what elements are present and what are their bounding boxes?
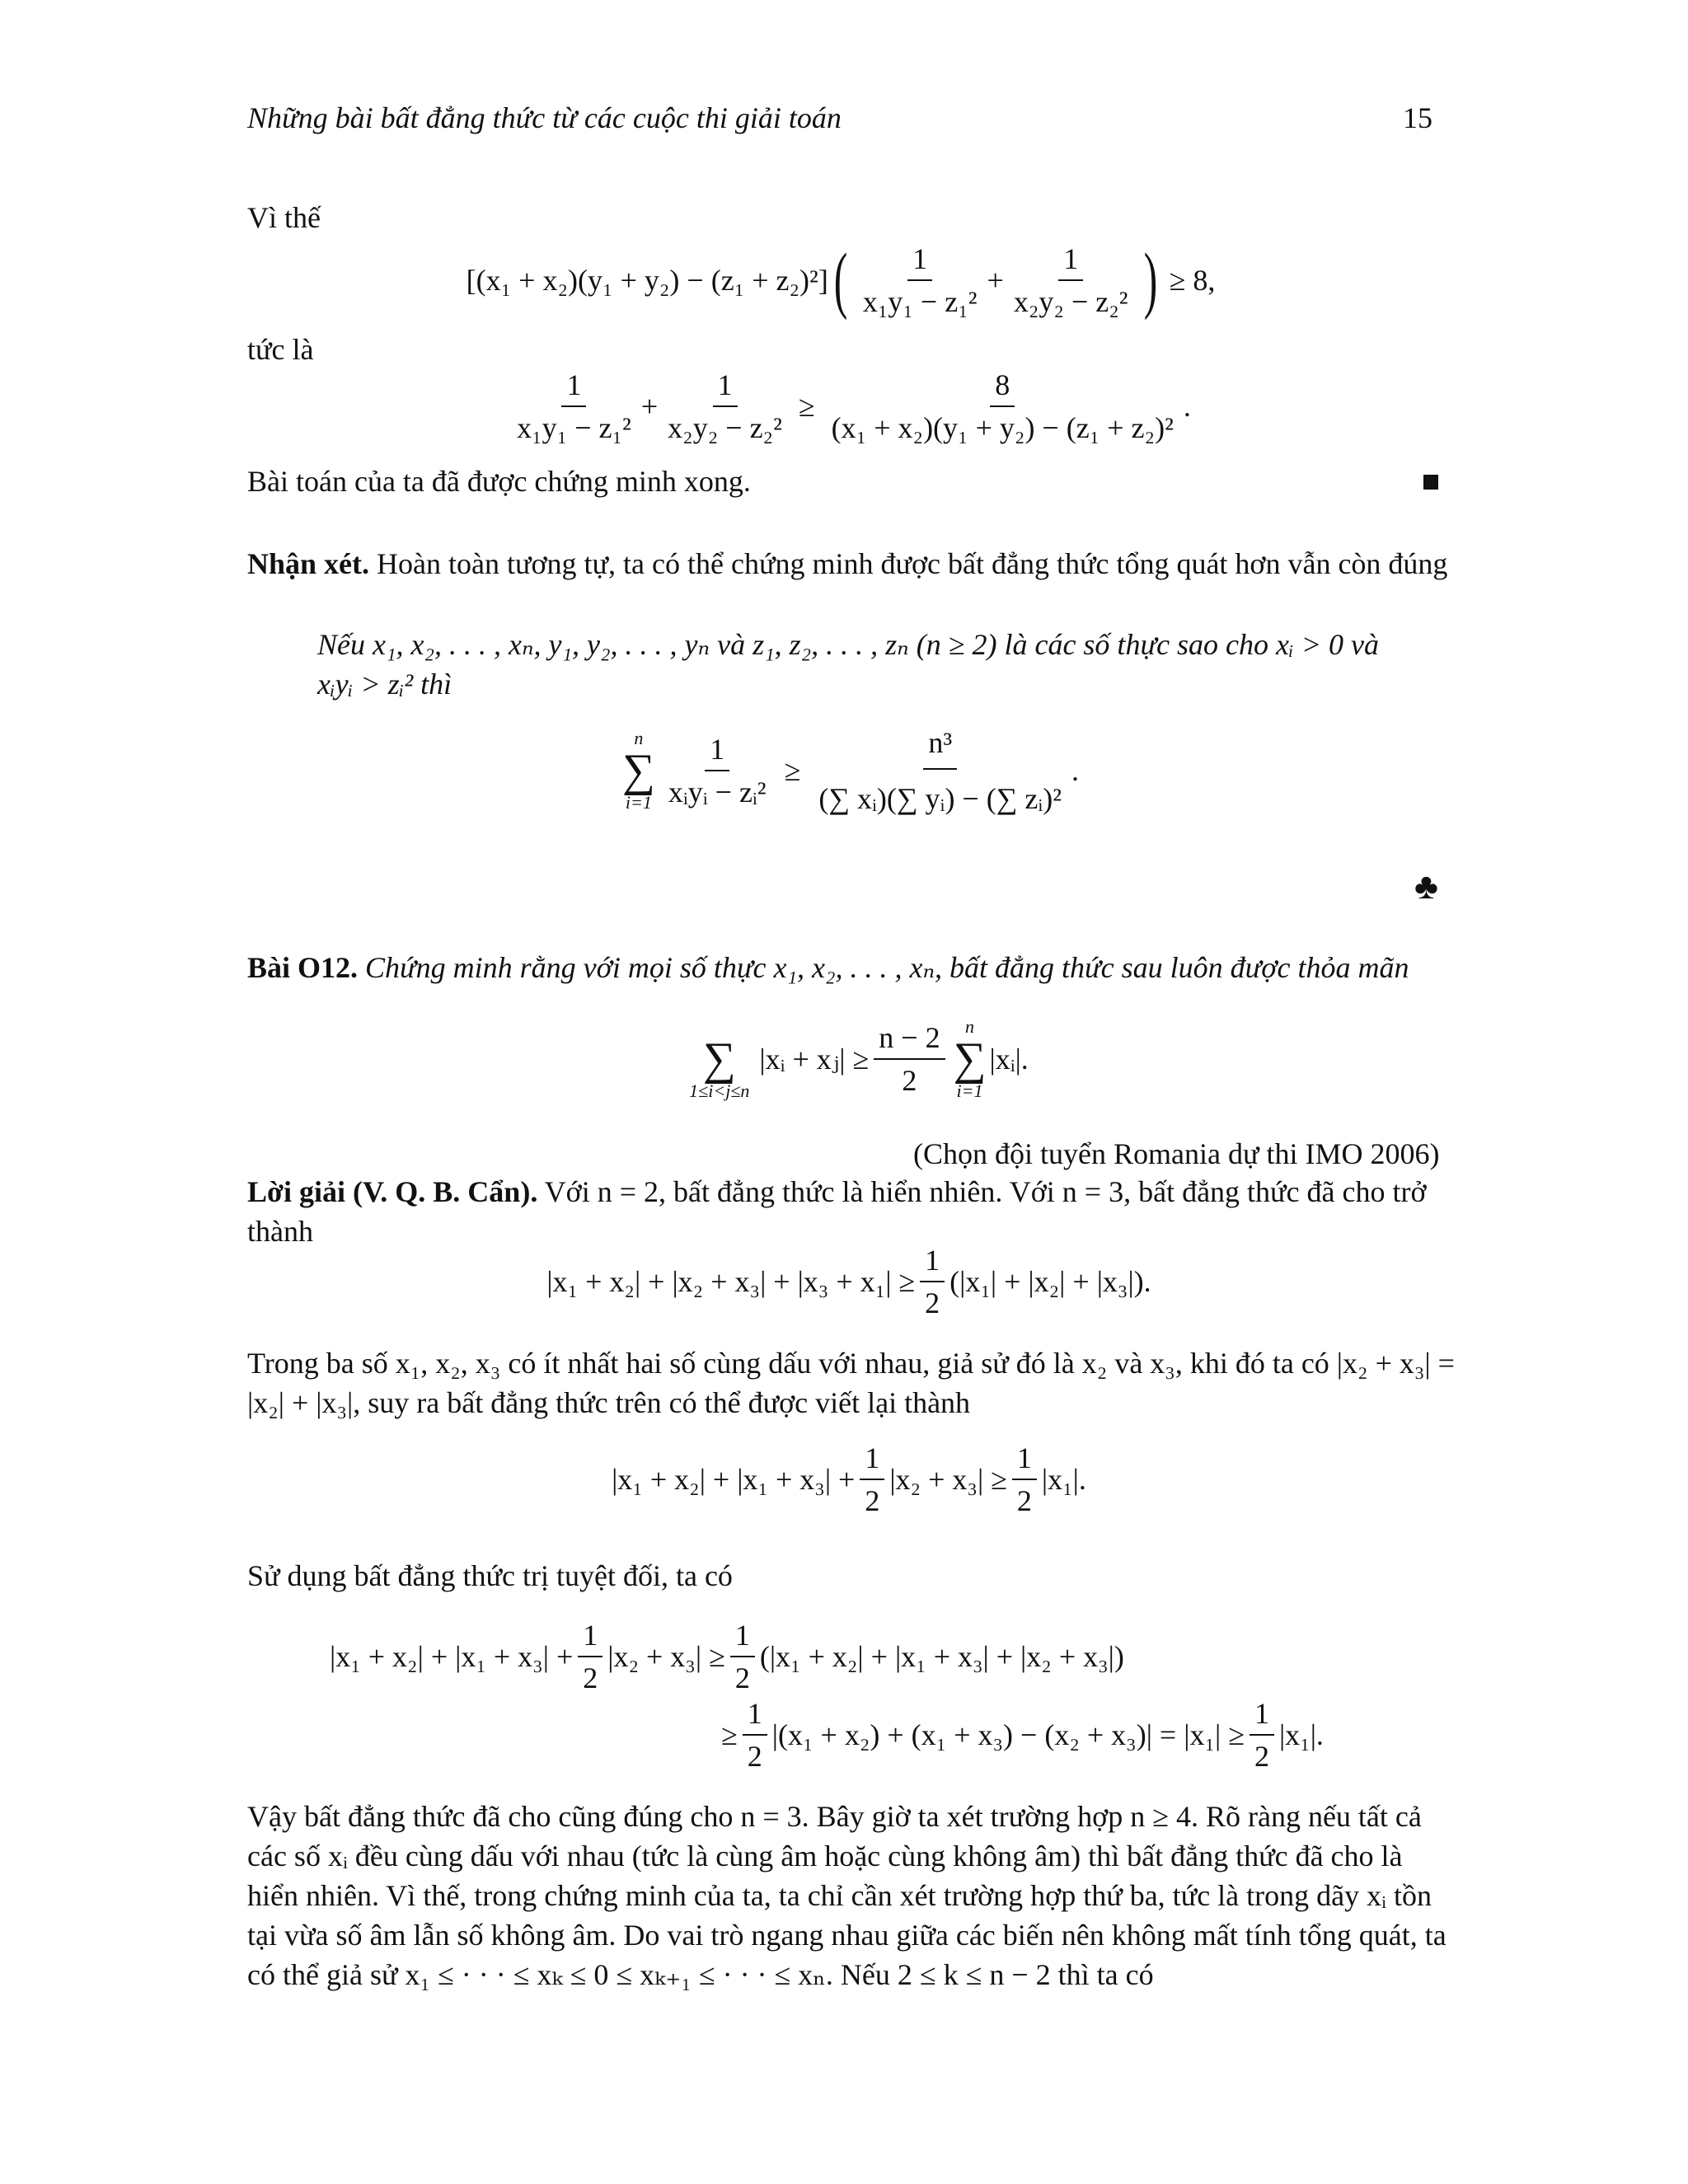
f3-frac-den: xᵢyᵢ − zᵢ² (668, 776, 767, 808)
f3-big-den: (∑ xᵢ)(∑ yᵢ) − (∑ zᵢ)² (818, 782, 1062, 815)
f5-frac (920, 1243, 945, 1320)
f4-sum2-bottom: i=1 (956, 1080, 983, 1101)
f6-mid: |x₂ + x₃| ≥ (889, 1463, 1007, 1496)
qed-symbol (1423, 475, 1438, 490)
para5-line1: Vậy bất đẳng thức đã cho cũng đúng cho n = 3. Bây giờ ta xét trường hợp n ≥ 4. Rõ ràng nếu tất cả (247, 1800, 1422, 1833)
text-vi-the: Vì thế (247, 201, 321, 234)
f3-sum-bottom: i=1 (625, 792, 652, 813)
f1-frac2-num: 1 (1058, 241, 1083, 281)
text-tuc-la: tức là (247, 333, 314, 366)
para5-line2: các số xᵢ đều cùng dấu với nhau (tức là cùng âm hoặc cùng không âm) thì bất đẳng thức đã cho là (247, 1840, 1403, 1872)
general-statement-line1: Nếu x₁, x₂, . . . , xₙ, y₁, y₂, . . . , yₙ và z₁, z₂, . . . , zₙ (n ≥ 2) là các số thực sao cho xᵢ > 0 và (317, 628, 1379, 661)
f7b-right: |x₁|. (1278, 1718, 1324, 1751)
f1-frac1-num: 1 (907, 241, 932, 281)
formula-5 (511, 1240, 1187, 1323)
f2-frac2 (663, 368, 787, 445)
solution-line1 (247, 1172, 1427, 1212)
f6-frac2-num: 1 (1012, 1441, 1037, 1480)
f5-frac-num: 1 (920, 1243, 945, 1282)
formula-7a (330, 1615, 1187, 1698)
f4-sum2 (954, 1018, 987, 1100)
f2-ge: ≥ (798, 389, 815, 423)
para5-line4: tại vừa số âm lẫn số không âm. Do vai trò ngang nhau giữa các biến nên không mất tính tổng quát, ta (247, 1919, 1447, 1952)
f6-left: |x₁ + x₂| + |x₁ + x₃| + (612, 1463, 856, 1496)
f7a-frac-num: 1 (578, 1618, 603, 1657)
para4: Sử dụng bất đẳng thức trị tuyệt đối, ta có (247, 1559, 733, 1592)
formula-2 (495, 363, 1203, 449)
f4-frac-den: 2 (902, 1064, 917, 1097)
f6-frac (860, 1441, 884, 1518)
f6-frac2 (1012, 1441, 1037, 1518)
f1-plus: + (987, 264, 1004, 297)
paren-open: ( (833, 239, 848, 321)
formula-3 (569, 701, 1129, 841)
para3-line1: Trong ba số x₁, x₂, x₃ có ít nhất hai số cùng dấu với nhau, giả sử đó là x₂ và x₃, khi đó ta có |x₂ + x₃| = (247, 1347, 1455, 1380)
remark-body: Hoàn toàn tương tự, ta có thể chứng minh được bất đẳng thức tổng quát hơn vẫn còn đúng (369, 547, 1448, 580)
f6-frac-num: 1 (860, 1441, 884, 1480)
remark (247, 544, 1447, 583)
f7a-frac2-num: 1 (730, 1618, 755, 1657)
f5-frac-den: 2 (925, 1286, 940, 1319)
para5-line3: hiển nhiên. Vì thế, trong chứng minh của ta, ta chỉ cần xét trường hợp thứ ba, tức là trong dãy xᵢ tồn (247, 1879, 1432, 1912)
f3-frac-num: 1 (705, 732, 729, 771)
f2-frac3 (827, 368, 1179, 445)
f7b-frac2-den: 2 (1254, 1740, 1269, 1773)
f1-frac1 (858, 241, 982, 319)
f7b-frac (743, 1696, 767, 1774)
problem-label: Bài O12. (247, 951, 359, 984)
f2-frac3-num: 8 (990, 368, 1015, 407)
f2-plus: + (640, 389, 659, 423)
problem-source: (Chọn đội tuyển Romania dự thi IMO 2006) (913, 1137, 1440, 1170)
solution-line2: thành (247, 1215, 313, 1248)
f4-frac (874, 1020, 945, 1098)
f4-sum1 (689, 1018, 749, 1100)
f7b-frac2-num: 1 (1250, 1696, 1274, 1736)
formula-7b (721, 1694, 1381, 1776)
solution-body: Với n = 2, bất đẳng thức là hiển nhiên. Với n = 3, bất đẳng thức đã cho trở (537, 1175, 1427, 1208)
f2-frac1-den: x₁y₁ − z₁² (517, 410, 631, 444)
f2-frac1-num: 1 (561, 368, 586, 407)
f6-frac2-den: 2 (1016, 1484, 1032, 1517)
sigma-symbol: ∑ (702, 1033, 736, 1085)
general-statement-line2: xᵢyᵢ > zᵢ² thì (317, 668, 452, 701)
f7b-frac-den: 2 (747, 1740, 762, 1773)
f1-frac2-den: x₂y₂ − z₂² (1013, 285, 1128, 318)
f7a-right: (|x₁ + x₂| + |x₁ + x₃| + |x₂ + x₃|) (759, 1640, 1124, 1673)
para3-line2: |x₂| + |x₃|, suy ra bất đẳng thức trên có thể được viết lại thành (247, 1386, 971, 1419)
f7b-ge: ≥ (721, 1718, 738, 1751)
sigma-symbol: ∑ (953, 1033, 987, 1085)
f7a-mid: |x₂ + x₃| ≥ (607, 1640, 725, 1673)
club-symbol: ♣ (1414, 866, 1438, 907)
f4-sum2-top: n (965, 1016, 975, 1037)
f7b-frac-num: 1 (743, 1696, 767, 1736)
f3-big-frac (814, 725, 1067, 816)
f7a-frac2-den: 2 (734, 1661, 750, 1694)
f2-frac2-num: 1 (713, 368, 738, 407)
f3-end: . (1071, 754, 1080, 787)
formula-1 (462, 235, 1220, 326)
f1-frac1-den: x₁y₁ − z₁² (862, 285, 978, 318)
f2-frac1 (512, 368, 636, 445)
f7b-mid: |(x₁ + x₂) + (x₁ + x₃) − (x₂ + x₃)| = |x₁| ≥ (771, 1718, 1245, 1751)
f3-big-num: n³ (923, 725, 957, 770)
f2-end: . (1183, 389, 1191, 423)
f5-right: (|x₁| + |x₂| + |x₃|). (950, 1265, 1151, 1298)
f7b-frac2 (1250, 1696, 1274, 1774)
sigma-symbol: ∑ (621, 745, 655, 796)
running-header: Những bài bất đẳng thức từ các cuộc thi giải toán (247, 101, 842, 134)
f7a-frac2 (730, 1618, 755, 1695)
page-number: 15 (1403, 101, 1432, 134)
f5-left: |x₁ + x₂| + |x₂ + x₃| + |x₃ + x₁| ≥ (546, 1265, 916, 1298)
para5-line5: có thể giả sử x₁ ≤ · · · ≤ xₖ ≤ 0 ≤ xₖ₊₁ ≤ · · · ≤ xₙ. Nếu 2 ≤ k ≤ n − 2 thì ta có (247, 1958, 1154, 1991)
formula-6 (577, 1438, 1121, 1521)
text-proof-done: Bài toán của ta đã được chứng minh xong. (247, 465, 751, 498)
f6-right: |x₁|. (1041, 1463, 1086, 1496)
formula-4 (643, 1010, 1071, 1108)
f4-sum-bottom: 1≤i<j≤n (689, 1080, 750, 1101)
f1-frac2 (1009, 241, 1133, 319)
f4-left: |xᵢ + xⱼ| ≥ (759, 1043, 870, 1076)
f6-frac-den: 2 (865, 1484, 880, 1517)
remark-label: Nhận xét. (247, 547, 370, 580)
problem-statement (247, 948, 1409, 987)
problem-body: Chứng minh rằng với mọi số thực x₁, x₂, . . . , xₙ, bất đẳng thức sau luôn được thỏa mãn (358, 951, 1409, 984)
f4-right: |xᵢ|. (989, 1043, 1029, 1076)
f2-frac2-den: x₂y₂ − z₂² (668, 410, 782, 444)
f4-frac-num: n − 2 (874, 1020, 945, 1060)
f7a-left: |x₁ + x₂| + |x₁ + x₃| + (330, 1640, 574, 1673)
f7a-frac-den: 2 (583, 1661, 598, 1694)
f3-ge: ≥ (784, 754, 801, 787)
f2-frac3-den: (x₁ + x₂)(y₁ + y₂) − (z₁ + z₂)² (831, 410, 1174, 444)
f3-frac (663, 732, 771, 809)
f1-right: ≥ 8, (1169, 264, 1216, 297)
paren-close: ) (1143, 239, 1157, 321)
f1-left: [(x₁ + x₂)(y₁ + y₂) − (z₁ + z₂)²] (466, 264, 828, 297)
f3-sum-top: n (634, 728, 644, 748)
f7a-frac (578, 1618, 603, 1695)
f3-sum (622, 729, 655, 812)
solution-label: Lời giải (V. Q. B. Cẩn). (247, 1175, 538, 1208)
